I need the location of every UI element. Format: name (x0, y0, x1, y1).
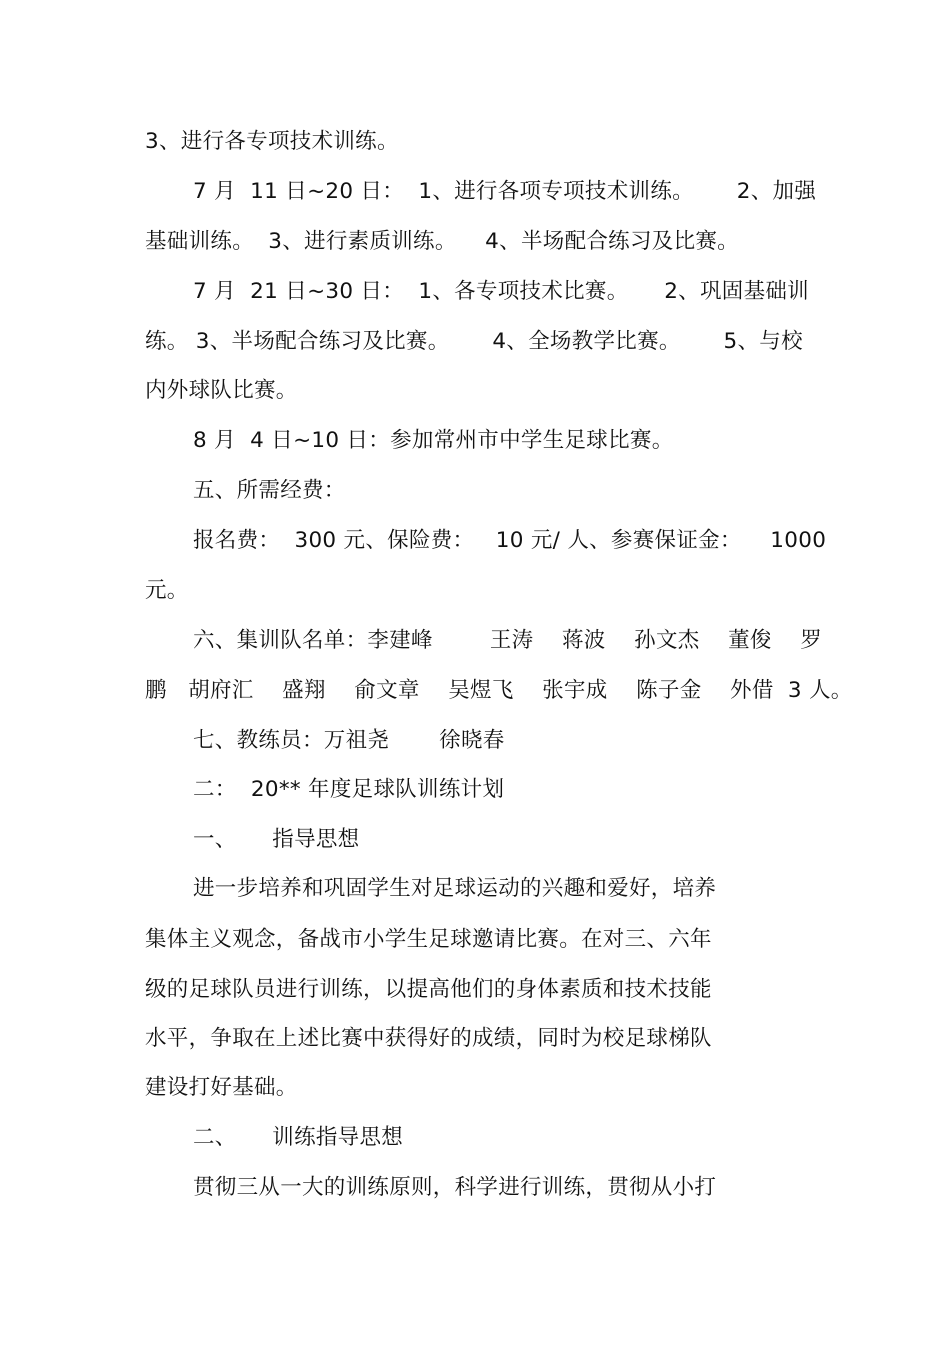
text-line-5: 练。 3、半场配合练习及比赛。 4、全场教学比赛。 5、与校 (145, 329, 803, 354)
text-line-16: 进一步培养和巩固学生对足球运动的兴趣和爱好，培养 (193, 876, 717, 901)
text-line-12: 鹏 胡府汇 盛翔 俞文章 吴煜飞 张宇成 陈子金 外借 3 人。 (145, 678, 853, 703)
text-line-15: 一、 指导思想 (193, 827, 360, 852)
text-line-8: 五、所需经费： (193, 478, 346, 503)
text-line-17: 集体主义观念，备战市小学生足球邀请比赛。在对三、六年 (145, 927, 712, 952)
text-line-13: 七、教练员：万祖尧 徐晓春 (193, 728, 505, 753)
text-line-22: 贯彻三从一大的训练原则，科学进行训练，贯彻从小打 (193, 1175, 717, 1200)
text-line-3: 基础训练。 3、进行素质训练。 4、半场配合练习及比赛。 (145, 229, 739, 254)
text-line-2: 7 月 11 日~20 日： 1、进行各项专项技术训练。 2、加强 (193, 179, 817, 204)
text-line-11: 六、集训队名单：李建峰 王涛 蒋波 孙文杰 董俊 罗 (193, 628, 823, 653)
text-line-9: 报名费： 300 元、保险费： 10 元/ 人、参赛保证金： 1000 (193, 528, 827, 553)
text-line-1: 3、进行各专项技术训练。 (145, 129, 399, 154)
text-line-14: 二： 20** 年度足球队训练计划 (193, 777, 505, 802)
text-line-6: 内外球队比赛。 (145, 378, 298, 403)
text-line-20: 建设打好基础。 (145, 1075, 298, 1100)
text-line-21: 二、 训练指导思想 (193, 1125, 404, 1150)
text-line-18: 级的足球队员进行训练，以提高他们的身体素质和技术技能 (145, 977, 712, 1002)
text-line-4: 7 月 21 日~30 日： 1、各专项技术比赛。 2、巩固基础训 (193, 279, 809, 304)
text-line-7: 8 月 4 日~10 日：参加常州市中学生足球比赛。 (193, 428, 674, 453)
text-line-10: 元。 (145, 578, 189, 603)
text-line-19: 水平，争取在上述比赛中获得好的成绩，同时为校足球梯队 (145, 1026, 712, 1051)
